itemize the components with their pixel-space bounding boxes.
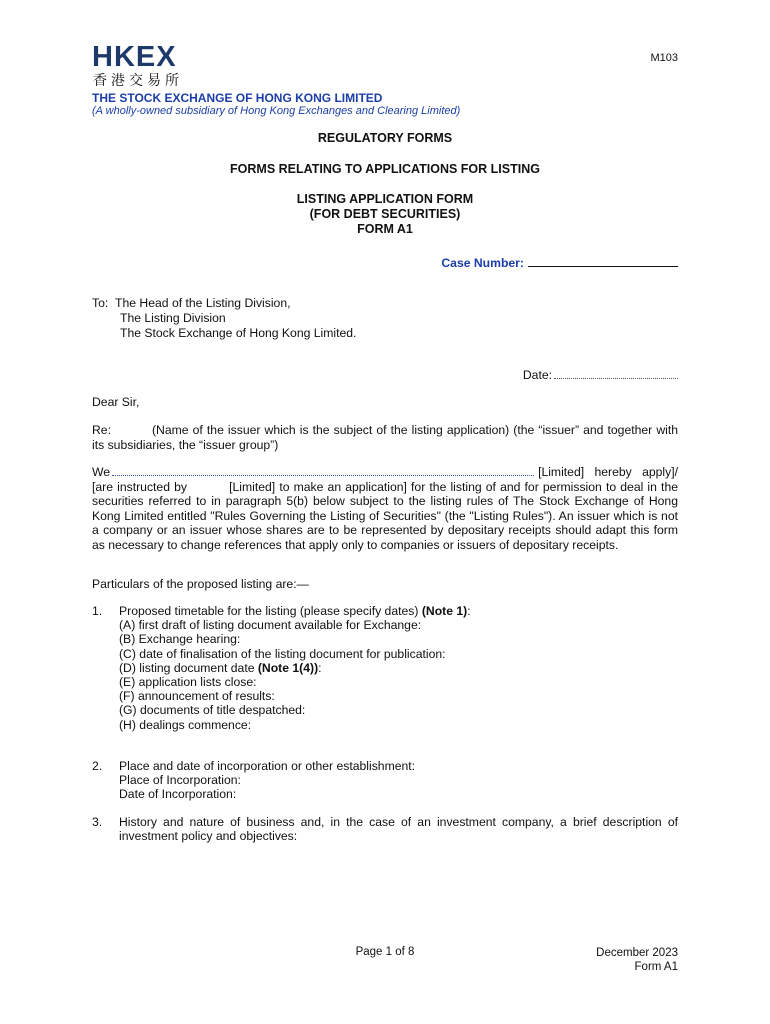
hkex-logo [92, 42, 192, 90]
to-line3: The Stock Exchange of Hong Kong Limited. [120, 326, 357, 340]
we-rest: [Limited] to make an application] for the listing of and for permission to deal in the securities referred to in paragraph 5(b) below subject to the listing rules of The Stock Exchange of Hong Kong Limited entitled "Rules Governing the Listing of Securities" (the "Listing Rules"). An issuer which is not a company or an issuer whose shares are to be represented by depositary receipts should adapt this form as necessary to change references that apply only to companies or issuers of depositary receipts. [92, 479, 678, 552]
title-line2: (FOR DEBT SECURITIES) [309, 207, 461, 221]
sub-item-a: (A) first draft of listing document available for Exchange: [119, 618, 422, 633]
we-start: We [92, 465, 111, 479]
item-text: History and nature of business and, in the case of an investment company, a brief description of investment policy and objectives: [119, 815, 678, 844]
we-paragraph [92, 464, 678, 553]
list-item-1: 1. Proposed timetable for the listing (please specify dates) (Note 1): (A) first draft of listing document available for Exchange: (B) Exchange hearing: (C) date of finalisation of the listing document for publication: (D) listing document date (Note 1(4)): (E) application lists close: (F) announcement of results: (G) documents of title despatched: (H) dealings commence: [92, 604, 678, 732]
date-field[interactable] [554, 366, 678, 379]
title-regulatory: REGULATORY FORMS [317, 131, 453, 145]
page-number: Page 1 of 8 [355, 946, 415, 958]
item-text: Proposed timetable for the listing (please specify dates) [119, 604, 419, 618]
list-item-2 [92, 759, 678, 802]
particulars-heading: Particulars of the proposed listing are:— [92, 577, 309, 591]
to-prefix: To: [92, 296, 109, 310]
subsidiary-note: (A wholly-owned subsidiary of Hong Kong Exchanges and Clearing Limited) [92, 105, 461, 117]
footer-date: December 2023 [596, 947, 678, 959]
to-line2: The Listing Division [120, 311, 226, 325]
to-line1: The Head of the Listing Division, [115, 296, 291, 310]
case-number-label: Case Number: [441, 256, 524, 270]
place-of-incorporation: Place of Incorporation: [119, 773, 241, 788]
addressee-block [92, 296, 356, 341]
case-number-field[interactable] [528, 254, 678, 267]
footer-form: Form A1 [634, 961, 678, 973]
salutation: Dear Sir, [92, 395, 140, 409]
item-text: Place and date of incorporation or other establishment: [119, 759, 416, 773]
logo-cjk-text: 香港交易所 [93, 72, 183, 88]
note-ref: (Note 1) [421, 604, 468, 618]
form-code: M103 [650, 52, 678, 64]
sub-item-b: (B) Exchange hearing: [119, 632, 241, 647]
title-forms-relating: FORMS RELATING TO APPLICATIONS FOR LISTING [230, 162, 540, 176]
logo-text: HKEX [92, 41, 177, 73]
list-item-3 [92, 815, 678, 843]
item-number: 3. [92, 815, 103, 829]
re-paragraph [92, 423, 678, 452]
sub-item-h: (H) dealings commence: [119, 717, 252, 732]
re-label: Re: [92, 423, 111, 437]
case-number [441, 254, 678, 270]
sub-item-c: (C) date of finalisation of the listing document for publication: [119, 646, 446, 661]
sub-item-g: (G) documents of title despatched: [119, 703, 306, 718]
date-of-incorporation: Date of Incorporation: [119, 787, 237, 802]
date-row [523, 366, 678, 382]
sub-item-e: (E) application lists close: [119, 675, 257, 690]
item-number: 2. [92, 759, 103, 773]
footer-right [596, 946, 678, 974]
instructed-by: [are instructed by [92, 479, 187, 494]
title-line1: LISTING APPLICATION FORM [296, 192, 474, 206]
re-text: (Name of the issuer which is the subject of the listing application) (the “issuer” and together with its subsidiaries, the “issuer group”) [92, 423, 678, 452]
title-line3: FORM A1 [357, 222, 413, 236]
sub-item-f: (F) announcement of results: [119, 689, 275, 704]
note-ref: (Note 1(4)) [257, 660, 319, 675]
we-after: [Limited] hereby apply]/ [538, 465, 678, 479]
applicant-name-field[interactable] [112, 464, 534, 476]
date-label: Date: [522, 368, 552, 382]
item-number: 1. [92, 604, 103, 618]
company-name: THE STOCK EXCHANGE OF HONG KONG LIMITED [92, 91, 383, 105]
sub-item-d: (D) listing document date (Note 1(4)): [119, 660, 322, 675]
